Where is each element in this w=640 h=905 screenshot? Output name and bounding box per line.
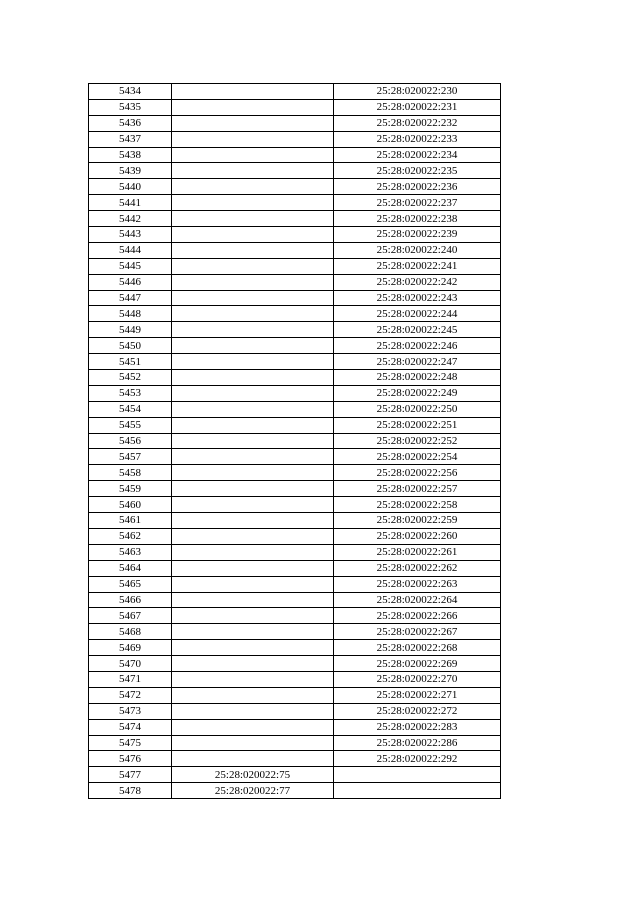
cadastral-number-cell-b: 25:28:020022:245 <box>334 322 501 338</box>
cadastral-number-cell-a <box>172 592 334 608</box>
table-row <box>89 84 501 100</box>
cadastral-number-cell-a <box>172 147 334 163</box>
row-number-cell: 5447 <box>89 290 172 306</box>
row-number-cell: 5467 <box>89 608 172 624</box>
table-row <box>89 306 501 322</box>
row-number-cell: 5468 <box>89 624 172 640</box>
cadastral-number-cell-b: 25:28:020022:260 <box>334 528 501 544</box>
table-row <box>89 687 501 703</box>
cadastral-number-cell-b <box>334 783 501 799</box>
row-number-cell: 5438 <box>89 147 172 163</box>
row-number-cell: 5466 <box>89 592 172 608</box>
cadastral-number-cell-b: 25:28:020022:236 <box>334 179 501 195</box>
row-number-cell: 5478 <box>89 783 172 799</box>
cadastral-number-cell-a <box>172 370 334 386</box>
cadastral-number-cell-b: 25:28:020022:230 <box>334 84 501 100</box>
cadastral-number-cell-b: 25:28:020022:237 <box>334 195 501 211</box>
cadastral-number-cell-b: 25:28:020022:262 <box>334 560 501 576</box>
table-row <box>89 513 501 529</box>
cadastral-number-cell-a <box>172 449 334 465</box>
cadastral-number-cell-b: 25:28:020022:243 <box>334 290 501 306</box>
cadastral-number-cell-a <box>172 211 334 227</box>
cadastral-number-cell-a <box>172 687 334 703</box>
table-row <box>89 671 501 687</box>
cadastral-number-cell-b: 25:28:020022:250 <box>334 401 501 417</box>
cadastral-number-cell-b: 25:28:020022:267 <box>334 624 501 640</box>
row-number-cell: 5462 <box>89 528 172 544</box>
table-body <box>89 84 501 799</box>
cadastral-number-cell-a <box>172 354 334 370</box>
cadastral-number-cell-b: 25:28:020022:257 <box>334 481 501 497</box>
row-number-cell: 5434 <box>89 84 172 100</box>
cadastral-number-cell-b: 25:28:020022:259 <box>334 513 501 529</box>
cadastral-number-cell-b: 25:28:020022:251 <box>334 417 501 433</box>
cadastral-number-cell-a <box>172 513 334 529</box>
cadastral-number-cell-a <box>172 497 334 513</box>
row-number-cell: 5476 <box>89 751 172 767</box>
cadastral-number-cell-a <box>172 99 334 115</box>
cadastral-number-cell-b: 25:28:020022:256 <box>334 465 501 481</box>
table-row <box>89 290 501 306</box>
cadastral-number-cell-b: 25:28:020022:242 <box>334 274 501 290</box>
table-row <box>89 322 501 338</box>
cadastral-number-cell-a <box>172 528 334 544</box>
cadastral-number-cell-a <box>172 640 334 656</box>
cadastral-number-cell-b: 25:28:020022:239 <box>334 227 501 243</box>
cadastral-number-cell-b: 25:28:020022:233 <box>334 131 501 147</box>
table-row <box>89 703 501 719</box>
row-number-cell: 5465 <box>89 576 172 592</box>
table-row <box>89 783 501 799</box>
row-number-cell: 5441 <box>89 195 172 211</box>
table-row <box>89 560 501 576</box>
row-number-cell: 5445 <box>89 258 172 274</box>
table-row <box>89 417 501 433</box>
cadastral-number-cell-a <box>172 84 334 100</box>
table-row <box>89 449 501 465</box>
cadastral-number-cell-a <box>172 624 334 640</box>
row-number-cell: 5460 <box>89 497 172 513</box>
table-row <box>89 751 501 767</box>
row-number-cell: 5474 <box>89 719 172 735</box>
row-number-cell: 5458 <box>89 465 172 481</box>
cadastral-number-cell-b: 25:28:020022:258 <box>334 497 501 513</box>
table-row <box>89 465 501 481</box>
cadastral-number-cell-b <box>334 767 501 783</box>
cadastral-number-cell-b: 25:28:020022:292 <box>334 751 501 767</box>
table-row <box>89 719 501 735</box>
row-number-cell: 5439 <box>89 163 172 179</box>
row-number-cell: 5475 <box>89 735 172 751</box>
cadastral-number-cell-a <box>172 290 334 306</box>
row-number-cell: 5470 <box>89 656 172 672</box>
table-row <box>89 592 501 608</box>
cadastral-number-cell-a <box>172 322 334 338</box>
cadastral-number-cell-b: 25:28:020022:248 <box>334 370 501 386</box>
row-number-cell: 5450 <box>89 338 172 354</box>
cadastral-number-cell-b: 25:28:020022:252 <box>334 433 501 449</box>
cadastral-number-cell-b: 25:28:020022:235 <box>334 163 501 179</box>
cadastral-number-cell-b: 25:28:020022:238 <box>334 211 501 227</box>
cadastral-number-cell-a <box>172 401 334 417</box>
table-row <box>89 624 501 640</box>
table-row <box>89 242 501 258</box>
cadastral-number-cell-a <box>172 179 334 195</box>
row-number-cell: 5473 <box>89 703 172 719</box>
row-number-cell: 5464 <box>89 560 172 576</box>
cadastral-number-cell-b: 25:28:020022:269 <box>334 656 501 672</box>
cadastral-number-cell-b: 25:28:020022:268 <box>334 640 501 656</box>
table-row <box>89 211 501 227</box>
row-number-cell: 5442 <box>89 211 172 227</box>
cadastral-number-cell-a <box>172 306 334 322</box>
table-row <box>89 195 501 211</box>
row-number-cell: 5449 <box>89 322 172 338</box>
cadastral-number-cell-b: 25:28:020022:249 <box>334 385 501 401</box>
cadastral-number-cell-b: 25:28:020022:232 <box>334 115 501 131</box>
cadastral-number-cell-a <box>172 735 334 751</box>
cadastral-number-cell-b: 25:28:020022:264 <box>334 592 501 608</box>
row-number-cell: 5444 <box>89 242 172 258</box>
table-row <box>89 147 501 163</box>
table-row <box>89 401 501 417</box>
row-number-cell: 5435 <box>89 99 172 115</box>
row-number-cell: 5446 <box>89 274 172 290</box>
cadastral-number-cell-a <box>172 481 334 497</box>
table-row <box>89 576 501 592</box>
cadastral-number-cell-b: 25:28:020022:240 <box>334 242 501 258</box>
row-number-cell: 5454 <box>89 401 172 417</box>
table-row <box>89 370 501 386</box>
table-row <box>89 528 501 544</box>
table-row <box>89 481 501 497</box>
cadastral-number-cell-b: 25:28:020022:263 <box>334 576 501 592</box>
row-number-cell: 5455 <box>89 417 172 433</box>
table-row <box>89 99 501 115</box>
cadastral-number-cell-a <box>172 703 334 719</box>
table-row <box>89 640 501 656</box>
cadastral-number-cell-b: 25:28:020022:286 <box>334 735 501 751</box>
table-row <box>89 131 501 147</box>
cadastral-number-cell-b: 25:28:020022:270 <box>334 671 501 687</box>
row-number-cell: 5477 <box>89 767 172 783</box>
row-number-cell: 5461 <box>89 513 172 529</box>
cadastral-number-cell-a <box>172 338 334 354</box>
cadastral-number-cell-a <box>172 544 334 560</box>
row-number-cell: 5452 <box>89 370 172 386</box>
table-row <box>89 227 501 243</box>
row-number-cell: 5443 <box>89 227 172 243</box>
cadastral-number-cell-a <box>172 656 334 672</box>
cadastral-number-cell-b: 25:28:020022:247 <box>334 354 501 370</box>
row-number-cell: 5436 <box>89 115 172 131</box>
cadastral-number-cell-b: 25:28:020022:271 <box>334 687 501 703</box>
row-number-cell: 5471 <box>89 671 172 687</box>
cadastral-number-cell-b: 25:28:020022:234 <box>334 147 501 163</box>
cadastral-number-cell-a <box>172 274 334 290</box>
table-row <box>89 608 501 624</box>
cadastral-number-cell-a <box>172 417 334 433</box>
cadastral-number-cell-b: 25:28:020022:266 <box>334 608 501 624</box>
row-number-cell: 5472 <box>89 687 172 703</box>
cadastral-number-cell-a <box>172 242 334 258</box>
cadastral-number-cell-b: 25:28:020022:246 <box>334 338 501 354</box>
cadastral-number-cell-a <box>172 608 334 624</box>
row-number-cell: 5453 <box>89 385 172 401</box>
row-number-cell: 5448 <box>89 306 172 322</box>
cadastral-number-cell-a <box>172 163 334 179</box>
table-row <box>89 735 501 751</box>
row-number-cell: 5457 <box>89 449 172 465</box>
cadastral-number-cell-a <box>172 258 334 274</box>
table-row <box>89 258 501 274</box>
table-row <box>89 544 501 560</box>
row-number-cell: 5469 <box>89 640 172 656</box>
table-row <box>89 338 501 354</box>
table-row <box>89 163 501 179</box>
cadastral-number-cell-a <box>172 115 334 131</box>
cadastral-number-cell-a <box>172 751 334 767</box>
cadastral-number-cell-b: 25:28:020022:283 <box>334 719 501 735</box>
cadastral-number-cell-a: 25:28:020022:77 <box>172 783 334 799</box>
cadastral-number-cell-b: 25:28:020022:244 <box>334 306 501 322</box>
table-row <box>89 497 501 513</box>
table-row <box>89 656 501 672</box>
row-number-cell: 5437 <box>89 131 172 147</box>
row-number-cell: 5463 <box>89 544 172 560</box>
table-row <box>89 354 501 370</box>
cadastral-number-cell-a <box>172 433 334 449</box>
table-row <box>89 433 501 449</box>
cadastral-number-cell-b: 25:28:020022:241 <box>334 258 501 274</box>
cadastral-number-cell-a <box>172 719 334 735</box>
cadastral-number-cell-b: 25:28:020022:272 <box>334 703 501 719</box>
cadastral-number-table <box>88 83 501 799</box>
cadastral-number-cell-a <box>172 227 334 243</box>
cadastral-number-cell-b: 25:28:020022:254 <box>334 449 501 465</box>
table-row <box>89 385 501 401</box>
row-number-cell: 5459 <box>89 481 172 497</box>
cadastral-number-cell-a <box>172 131 334 147</box>
cadastral-number-cell-a <box>172 671 334 687</box>
cadastral-number-cell-a <box>172 465 334 481</box>
cadastral-number-cell-a: 25:28:020022:75 <box>172 767 334 783</box>
cadastral-number-cell-b: 25:28:020022:261 <box>334 544 501 560</box>
cadastral-number-cell-a <box>172 195 334 211</box>
cadastral-number-cell-a <box>172 560 334 576</box>
table-row <box>89 274 501 290</box>
table-row <box>89 767 501 783</box>
row-number-cell: 5456 <box>89 433 172 449</box>
row-number-cell: 5440 <box>89 179 172 195</box>
cadastral-number-cell-b: 25:28:020022:231 <box>334 99 501 115</box>
table-row <box>89 179 501 195</box>
cadastral-number-cell-a <box>172 385 334 401</box>
row-number-cell: 5451 <box>89 354 172 370</box>
table-row <box>89 115 501 131</box>
cadastral-number-cell-a <box>172 576 334 592</box>
